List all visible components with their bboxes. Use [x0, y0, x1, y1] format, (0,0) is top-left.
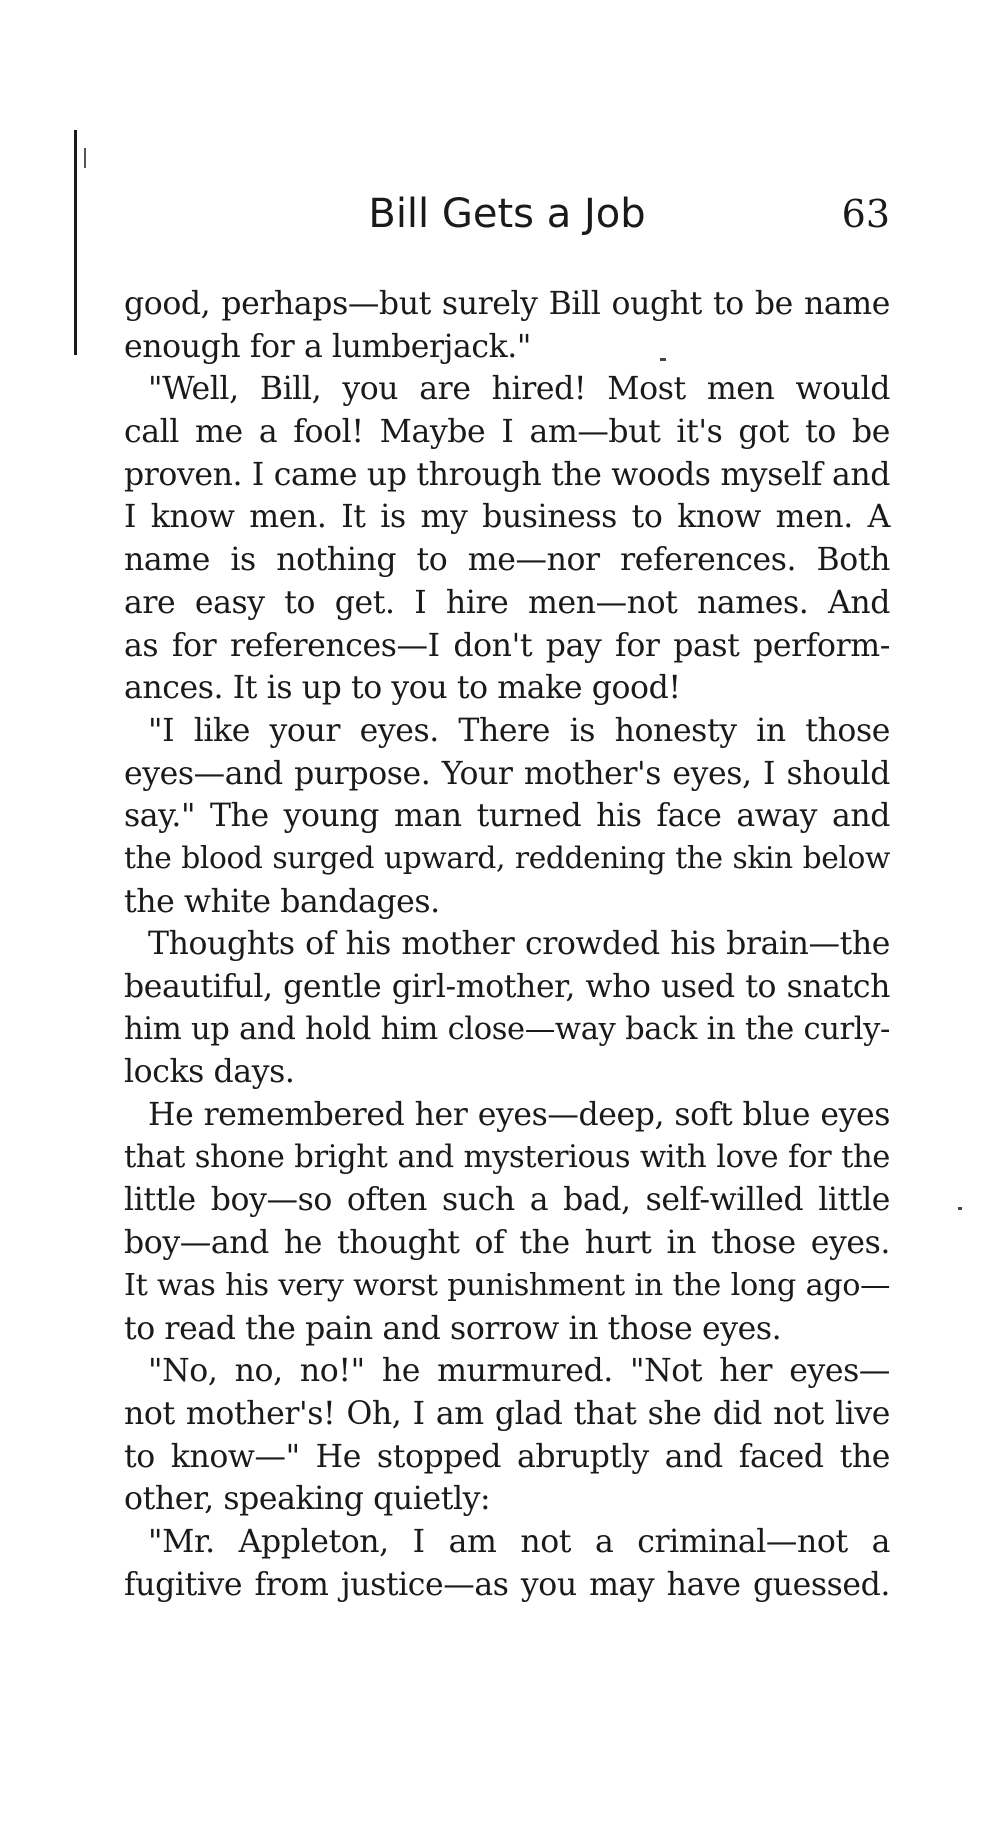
text-line: say." The young man turned his face away and	[124, 798, 890, 835]
running-title: Bill Gets a Job	[368, 191, 646, 237]
text-line: good, perhaps—but surely Bill ought to be name	[124, 286, 890, 322]
text-line: ances. It is up to you to make good!	[124, 670, 681, 707]
text-line: proven. I came up through the woods myself and	[124, 456, 890, 493]
text-line: fugitive from justice—as you may have guessed.	[124, 1566, 890, 1603]
text-line: other, speaking quietly:	[124, 1481, 491, 1518]
text-line: to know—" He stopped abruptly and faced the	[124, 1438, 890, 1475]
text-line: him up and hold him close—way back in the curly-	[124, 1011, 890, 1047]
text-line: He remembered her eyes—deep, soft blue eyes	[148, 1097, 890, 1134]
text-line: "Well, Bill, you are hired! Most men would	[148, 371, 890, 408]
text-line: Thoughts of his mother crowded his brain—the	[148, 926, 890, 963]
text-line: "No, no, no!" he murmured. "Not her eyes—	[148, 1353, 890, 1390]
text-line: not mother's! Oh, I am glad that she did not live	[124, 1395, 890, 1432]
text-line: It was his very worst punishment in the long ago—	[124, 1267, 890, 1303]
text-line: "I like your eyes. There is honesty in those	[148, 712, 890, 749]
text-line: the white bandages.	[124, 883, 440, 920]
text-line: "Mr. Appleton, I am not a criminal—not a	[148, 1523, 890, 1560]
text-line: enough for a lumberjack."	[124, 328, 532, 365]
text-line: I know men. It is my business to know men. A	[124, 499, 890, 536]
print-speck	[958, 1207, 962, 1210]
text-line: boy—and he thought of the hurt in those eyes.	[124, 1225, 890, 1262]
text-line: to read the pain and sorrow in those eyes.	[124, 1310, 782, 1347]
print-speck	[660, 358, 666, 361]
text-line: little boy—so often such a bad, self-willed little	[124, 1182, 890, 1219]
margin-tick	[84, 148, 86, 168]
margin-rule	[74, 130, 77, 355]
page-number: 63	[841, 192, 890, 236]
text-line: that shone bright and mysterious with love for the	[124, 1139, 890, 1175]
text-line: eyes—and purpose. Your mother's eyes, I should	[124, 755, 890, 792]
page-header	[124, 186, 890, 242]
text-line: locks days.	[124, 1054, 295, 1091]
text-line: as for references—I don't pay for past perform-	[124, 627, 890, 664]
text-line: name is nothing to me—nor references. Both	[124, 542, 890, 579]
text-line: the blood surged upward, reddening the skin below	[124, 840, 890, 876]
body-text	[124, 283, 890, 1606]
text-line: call me a fool! Maybe I am—but it's got to be	[124, 414, 890, 451]
text-line: beautiful, gentle girl-mother, who used to snatch	[124, 969, 890, 1005]
text-line: are easy to get. I hire men—not names. And	[124, 584, 890, 621]
